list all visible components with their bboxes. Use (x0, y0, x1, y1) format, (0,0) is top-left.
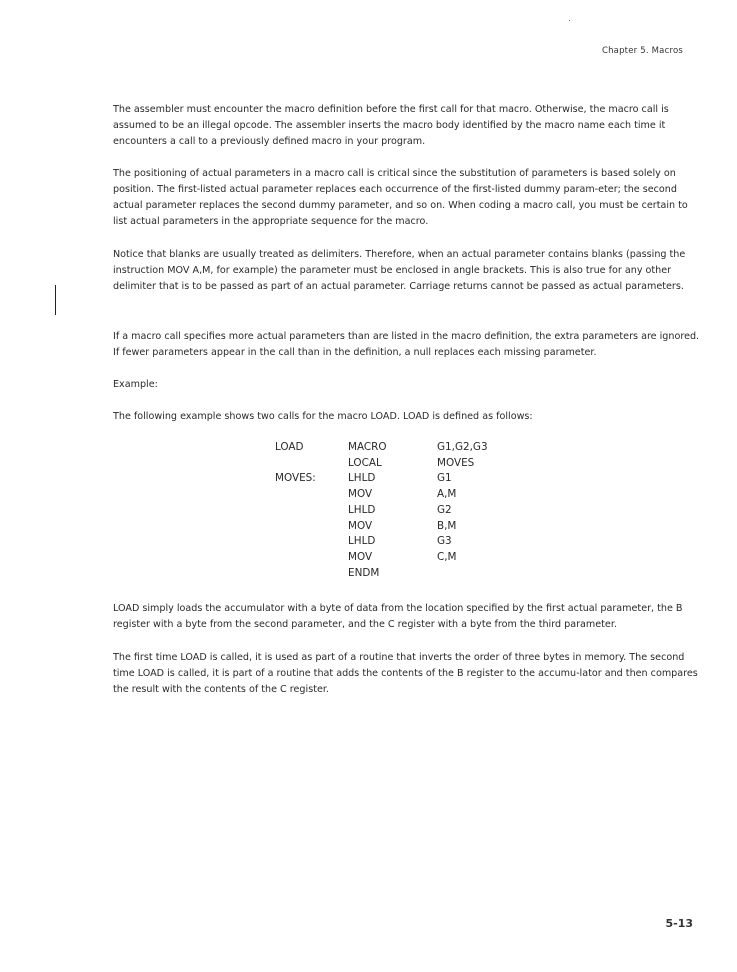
code-opcode: MOV (348, 550, 373, 563)
page-number: 5-13 (665, 917, 693, 930)
code-operand: A,M (437, 488, 457, 501)
code-label: MOVES: (275, 472, 316, 485)
paragraph-parameter-positioning: The positioning of actual parameters in a macro call is critical since the substitution of parameters is based solely on position. The first-listed actual parameter replaces each occurrence of the first-listed dummy param-eter; the second actual parameter replaces the second dummy parameter, and so on. When coding a macro call, you must be certain to list actual parameters in the appropriate sequence for the macro. (113, 168, 688, 227)
code-row (275, 456, 517, 472)
code-operand (437, 566, 517, 582)
code-label (275, 503, 348, 519)
code-label (275, 487, 348, 503)
code-operand: G2 (437, 503, 452, 516)
macro-code-listing (275, 440, 517, 581)
code-row (275, 503, 517, 519)
paragraph-example-intro: The following example shows two calls for the macro LOAD. LOAD is defined as follows: (113, 411, 533, 422)
scan-speck (569, 20, 570, 21)
code-opcode: MOV (348, 488, 373, 501)
paragraph-extra-parameters: If a macro call specifies more actual parameters than are listed in the macro definition, the extra parameters are ignored. If fewer parameters appear in the call than in the definition, a null replaces each missing parameter. (113, 331, 700, 358)
code-row (275, 440, 517, 456)
code-opcode: MOV (348, 519, 373, 532)
paragraph-blanks-delimiters: Notice that blanks are usually treated as delimiters. Therefore, when an actual parameter contains blanks (passing the instruction MOV A,M, for example) the parameter must be enclosed in angle brackets. This is also true for any other delimiter that is to be passed as part of an actual parameter. Carriage returns cannot be passed as actual parameters. (113, 249, 686, 292)
code-row (275, 519, 517, 535)
code-operand: MOVES (437, 456, 475, 469)
code-label (275, 534, 348, 550)
code-label (275, 456, 348, 472)
code-operand: C,M (437, 550, 457, 563)
code-row (275, 534, 517, 550)
code-label (275, 550, 348, 566)
code-operand: B,M (437, 519, 457, 532)
code-opcode: LHLD (348, 472, 376, 485)
code-label: LOAD (275, 441, 304, 453)
paragraph-load-description: LOAD simply loads the accumulator with a byte of data from the location specified by the first actual parameter, the B register with a byte from the second parameter, and the C register with a byte from the third parameter. (113, 603, 683, 630)
change-bar (55, 285, 56, 315)
code-row (275, 487, 517, 503)
code-operand: G1 (437, 472, 452, 485)
code-row (275, 471, 517, 487)
code-opcode: LOCAL (348, 456, 382, 469)
paragraph-example-label: Example: (113, 379, 158, 390)
code-opcode: LHLD (348, 503, 376, 516)
code-operand: G1,G2,G3 (437, 441, 488, 453)
code-opcode: MACRO (348, 441, 387, 453)
code-operand: G3 (437, 535, 452, 548)
running-head: Chapter 5. Macros (601, 46, 683, 56)
code-label (275, 566, 348, 582)
paragraph-macro-definition-order: The assembler must encounter the macro definition before the first call for that macro. Otherwise, the macro call is assumed to be an illegal opcode. The assembler inserts the macro body identified by the macro name each time it encounters a call to a previously defined macro in your program. (113, 104, 669, 147)
code-label (275, 519, 348, 535)
code-opcode: LHLD (348, 535, 376, 548)
paragraph-load-usage: The first time LOAD is called, it is used as part of a routine that inverts the order of three bytes in memory. The second time LOAD is called, it is part of a routine that adds the contents of the B register to the accumu-lator and then compares the result with the contents of the C register. (113, 652, 698, 695)
code-row (275, 550, 517, 566)
code-opcode: ENDM (348, 566, 380, 579)
code-row (275, 566, 517, 582)
